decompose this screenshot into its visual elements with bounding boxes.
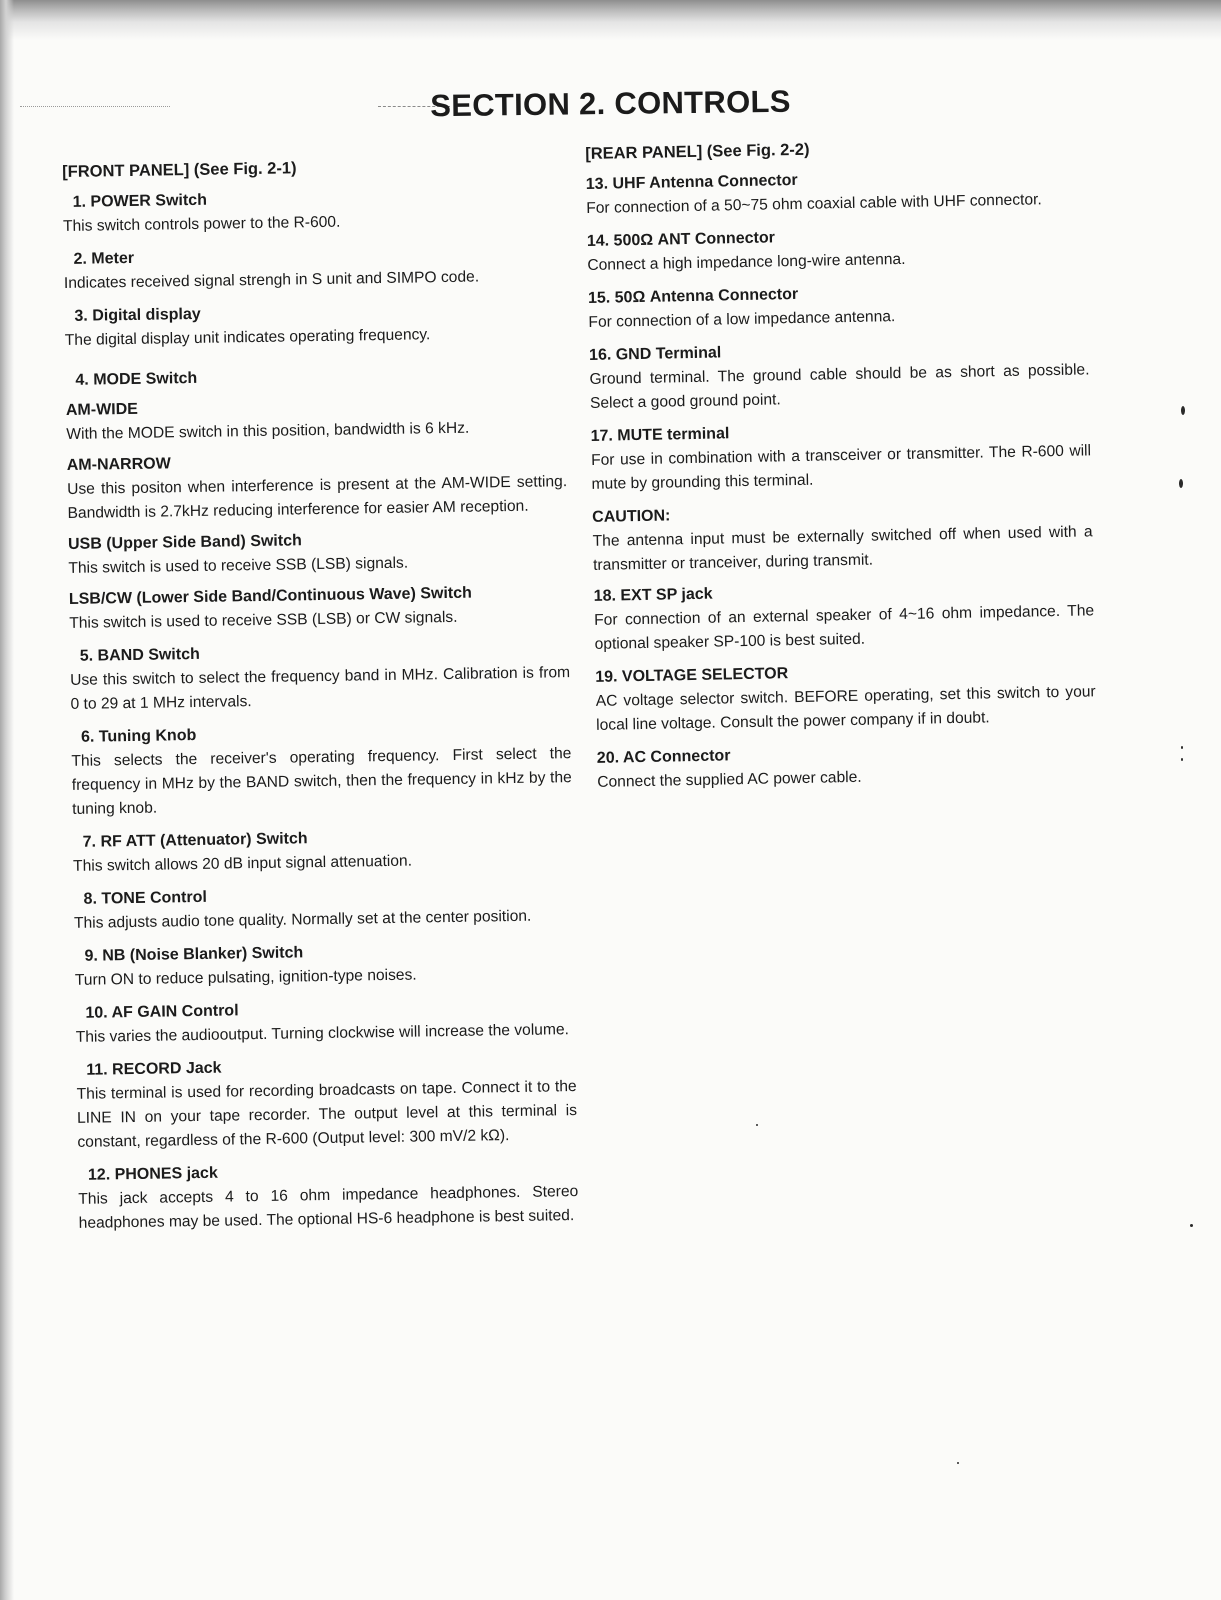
- control-item-mode: [65, 361, 569, 636]
- control-item-text: Connect a high impedance long-wire antenna.: [587, 250, 906, 274]
- control-item: [78, 1156, 579, 1236]
- scan-speck: [1190, 1224, 1193, 1227]
- scan-speck: [756, 1124, 758, 1126]
- control-item-title: 7. RF ATT (Attenuator) Switch: [82, 830, 308, 851]
- control-item-title: 17. MUTE terminal: [590, 425, 730, 445]
- control-item-text: Indicates received signal strengh in S unit and SIMPO code.: [63, 268, 480, 292]
- control-item-title: 9. NB (Noise Blanker) Switch: [84, 944, 304, 965]
- control-item: [63, 240, 564, 296]
- control-item: [597, 737, 1098, 795]
- control-item-title: 2. Meter: [73, 249, 135, 268]
- control-item-title: 11. RECORD Jack: [86, 1059, 222, 1079]
- caution-title: CAUTION:: [592, 507, 671, 526]
- scan-speck: [1181, 758, 1183, 761]
- mode-subitem: [69, 580, 570, 636]
- control-item-title: 3. Digital display: [74, 305, 201, 325]
- control-item-text: Use this switch to select the frequency band in MHz. Calibration is from 0 to 29 at 1 MHz intervals.: [70, 664, 571, 713]
- control-item-title: 14. 500Ω ANT Connector: [586, 229, 776, 250]
- control-item-title: 8. TONE Control: [83, 888, 207, 908]
- mode-subitem-text: With the MODE switch in this position, bandwidth is 6 kHz.: [66, 419, 470, 443]
- caution-text: The antenna input must be externally switched off when used with a transmitter or tranceiver, during transmit.: [592, 523, 1093, 574]
- control-item-title: 12. PHONES jack: [87, 1164, 218, 1184]
- control-item-text: This jack accepts 4 to 16 ohm impedance headphones. Stereo headphones may be used. The optional HS-6 headphone is best suited.: [78, 1183, 579, 1232]
- control-item: [73, 880, 574, 936]
- control-item-text: AC voltage selector switch. BEFORE operating, set this switch to your local line voltage. Consult the power company if in doubt.: [595, 683, 1096, 734]
- mode-subitem-text: This switch is used to receive SSB (LSB) or CW signals.: [69, 608, 458, 632]
- control-item-title: 18. EXT SP jack: [593, 585, 713, 605]
- scan-speck: [1181, 406, 1185, 415]
- control-item: [587, 220, 1088, 278]
- control-item-text: Connect the supplied AC power cable.: [597, 768, 862, 791]
- control-item-text: For use in combination with a transceiver or transmitter. The R-600 will mute by grounding this terminal.: [590, 442, 1092, 493]
- mode-subitem-title: USB (Upper Side Band) Switch: [67, 532, 302, 553]
- control-item: [64, 297, 565, 353]
- control-item-text: This selects the receiver's operating frequency. First select the frequency in MHz by the BAND switch, then the frequency in kHz by the tuning knob.: [71, 745, 572, 818]
- control-item-text: For connection of a low impedance antenna.: [588, 308, 896, 331]
- page-title: SECTION 2. CONTROLS: [430, 83, 791, 124]
- control-item-text: The digital display unit indicates operating frequency.: [64, 326, 431, 349]
- mode-subitem-title: AM-NARROW: [66, 455, 171, 474]
- control-item: [590, 415, 1091, 497]
- rear-panel-heading: [REAR PANEL] (See Fig. 2-2): [585, 140, 810, 163]
- control-item: [71, 718, 572, 822]
- control-item-title: 13. UHF Antenna Connector: [585, 171, 798, 193]
- caution-note: [592, 496, 1093, 578]
- mode-subitem-title: AM-WIDE: [65, 400, 139, 419]
- control-item: [76, 1051, 577, 1155]
- control-item-title: 4. MODE Switch: [75, 369, 198, 389]
- control-item: [589, 334, 1090, 416]
- control-item-title: 19. VOLTAGE SELECTOR: [595, 665, 789, 686]
- scan-speck: [1181, 746, 1183, 749]
- control-item: [70, 637, 571, 717]
- control-item-text: This varies the audiooutput. Turning clockwise will increase the volume.: [75, 1021, 570, 1046]
- rear-panel-column: [585, 132, 1098, 803]
- control-item-title: 5. BAND Switch: [79, 645, 200, 665]
- control-item-title: 10. AF GAIN Control: [85, 1002, 239, 1022]
- control-item: [74, 937, 575, 993]
- front-panel-heading: [FRONT PANEL] (See Fig. 2-1): [62, 159, 297, 181]
- control-item-text: This switch allows 20 dB input signal attenuation.: [72, 852, 413, 875]
- control-item-title: 16. GND Terminal: [588, 344, 722, 364]
- front-panel-column: [62, 152, 579, 1245]
- mode-subitem: [67, 446, 568, 526]
- control-item-title: 15. 50Ω Antenna Connector: [587, 285, 799, 307]
- control-item-text: This adjusts audio tone quality. Normally set at the center position.: [73, 907, 532, 932]
- mode-subitem-title: LSB/CW (Lower Side Band/Continuous Wave) Switch: [68, 584, 472, 608]
- mode-subitem: [68, 525, 569, 581]
- control-item-text: Ground terminal. The ground cable should be as short as possible. Select a good ground point.: [589, 361, 1090, 412]
- control-item-text: For connection of an external speaker of 4~16 ohm impedance. The optional speaker SP-100 is best suited.: [594, 602, 1095, 653]
- control-item-title: 20. AC Connector: [596, 747, 731, 767]
- scan-shadow-top: [0, 0, 1221, 40]
- mode-subitem-text: Use this positon when interference is present at the AM-WIDE setting. Bandwidth is 2.7kHz reducing interference for easier AM reception.: [67, 473, 568, 522]
- control-item-text: This switch controls power to the R-600.: [62, 213, 341, 235]
- control-item: [586, 163, 1087, 221]
- control-item: [594, 575, 1095, 657]
- control-item: [75, 994, 576, 1050]
- control-item-text: This terminal is used for recording broadcasts on tape. Connect it to the LINE IN on your tape recorder. The output level at this terminal is constant, regardless of the R-600 (Output level: 300 mV/2 kΩ).: [76, 1078, 578, 1151]
- control-item-text: Turn ON to reduce pulsating, ignition-type noises.: [74, 966, 417, 989]
- control-item-text: For connection of a 50~75 ohm coaxial cable with UHF connector.: [586, 191, 1042, 217]
- control-item-title: 1. POWER Switch: [72, 191, 208, 211]
- control-item-title: 6. Tuning Knob: [80, 726, 197, 746]
- mode-subitem-text: This switch is used to receive SSB (LSB) signals.: [68, 554, 409, 577]
- control-item: [73, 823, 574, 879]
- control-item: [62, 183, 563, 239]
- scan-speck: [1179, 479, 1183, 488]
- control-item: [595, 656, 1096, 738]
- scan-speck: [957, 1462, 959, 1464]
- mode-subitem: [66, 391, 567, 447]
- control-item: [588, 277, 1089, 335]
- scan-shadow-left: [0, 0, 14, 1600]
